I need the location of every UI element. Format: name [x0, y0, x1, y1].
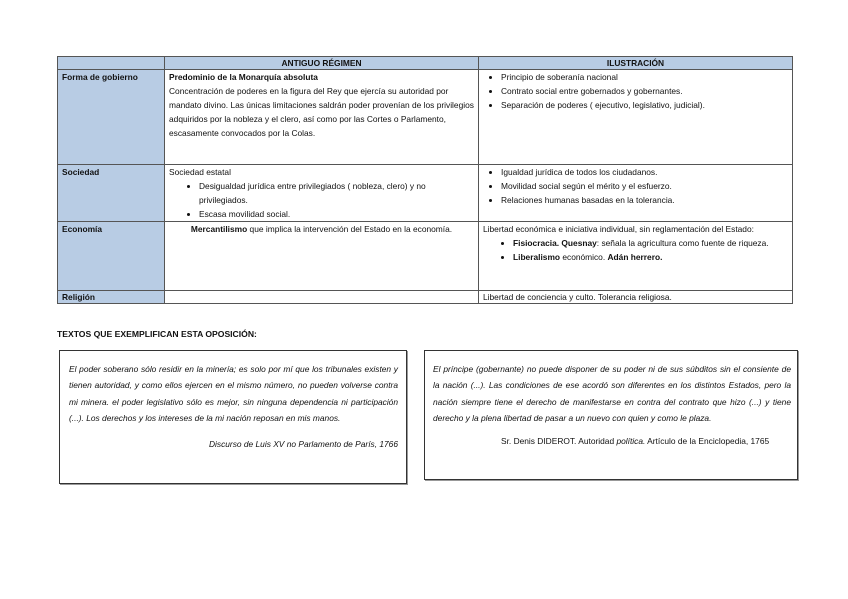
adan-herrero-bold: Adán herrero. [607, 252, 663, 262]
list-item: • Igualdad jurídica de todos los ciudadanos. [501, 165, 788, 179]
table-row [58, 165, 793, 222]
cell-gobierno-antiguo [165, 70, 479, 165]
cell-religion-ilustracion: Libertad de conciencia y culto. Tolerancia religiosa. [479, 291, 793, 304]
quote-right-text: El príncipe (gobernante) no puede disponer de su poder ni de sus súbditos sin el consiente de la nación (...). Las condiciones de ese acordó son diferentes en los distintos Estados, pero la nación siempre tiene el derecho de manifestarse en contra del contrato que hizo (...) y tiene derecho y la plena libertad de pasar a un nuevo con quien y como le plaza. [433, 364, 791, 423]
list-item: • Desigualdad jurídica entre privilegiados ( nobleza, clero) y no privilegiados. [199, 179, 474, 207]
table-row [58, 291, 793, 304]
cell-religion-antiguo [165, 291, 479, 304]
list-item [513, 236, 788, 250]
liberalismo-bold: Liberalismo [513, 252, 561, 262]
table-row [58, 70, 793, 165]
cell-economia-ilustracion [479, 222, 793, 291]
quote-box-right [424, 350, 798, 480]
quote-box-left [59, 350, 407, 484]
row-label-economia: Economía [58, 222, 165, 291]
source-author: Sr. Denis DIDEROT. Autoridad [501, 436, 617, 447]
quote-right-source [501, 434, 791, 449]
row-label-gobierno: Forma de gobierno [58, 70, 165, 165]
cell-sociedad-ilustracion [479, 165, 793, 222]
economia-antiguo-text: que implica la intervención del Estado en la economía. [247, 224, 453, 234]
sociedad-antiguo-list [169, 179, 474, 221]
list-item [513, 250, 788, 264]
list-item: • Relaciones humanas basadas en la tolerancia. [501, 193, 788, 207]
list-item: • Separación de poderes ( ejecutivo, legislativo, judicial). [501, 98, 788, 112]
header-antiguo-regimen: ANTIGUO RÉGIMEN [165, 57, 479, 70]
quote-left-source: Discurso de Luis XV no Parlamento de París, 1766 [208, 439, 398, 450]
section-title: TEXTOS QUE EXEMPLIFICAN ESTA OPOSICIÓN: [57, 329, 257, 339]
header-ilustracion: ILUSTRACIÓN [479, 57, 793, 70]
row-label-sociedad: Sociedad [58, 165, 165, 222]
gobierno-antiguo-text: Concentración de poderes en la figura del Rey que ejercía su autoridad por mandato divino. Las únicas limitaciones saldrán poder provenían de los privilegios adquiridos por la nobleza y el clero, así como por las Cortes o Parlamento, escasamente convocados por la Colas. [169, 86, 474, 138]
economia-antiguo-bold: Mercantilismo [190, 224, 248, 234]
fisiocracia-bold: Fisiocracia. Quesnay [513, 238, 597, 248]
source-title-italic: política. [616, 436, 646, 447]
liberalismo-text: económico. [560, 252, 608, 262]
list-item: • Movilidad social según el mérito y el esfuerzo. [501, 179, 788, 193]
quote-left-text: El poder soberano sólo residir en la minería; es solo por mí que los tribunales existen y tienen autoridad, y como ellos ejercen en el mismo número, no pueden volverse contra mi minera. el poder legislativo sólo es mejor, sin ninguna dependencia ni participación (...). Los derechos y los intereses de la mi nación reposan en mis manos. [69, 364, 398, 423]
gobierno-antiguo-title: Predominio de la Monarquía absoluta [169, 72, 318, 82]
source-article: Artículo de la Enciclopedia, 1765 [645, 436, 770, 447]
table-header-row [58, 57, 793, 70]
row-label-religion: Religión [58, 291, 165, 304]
fisiocracia-text: : señala la agricultura como fuente de riqueza. [596, 238, 769, 248]
sociedad-ilustracion-list [483, 165, 788, 207]
economia-ilustracion-text: Libertad económica e iniciativa individual, sin reglamentación del Estado: [483, 224, 754, 234]
cell-gobierno-ilustracion [479, 70, 793, 165]
economia-ilustracion-list [483, 236, 788, 264]
gobierno-ilustracion-list [483, 70, 788, 112]
header-empty-cell [58, 57, 165, 70]
list-item: • Principio de soberanía nacional [501, 70, 788, 84]
comparison-table [57, 56, 793, 304]
list-item: • Escasa movilidad social. [199, 207, 474, 221]
cell-economia-antiguo [165, 222, 479, 291]
cell-sociedad-antiguo [165, 165, 479, 222]
sociedad-antiguo-title: Sociedad estatal [169, 167, 231, 177]
list-item: • Contrato social entre gobernados y gobernantes. [501, 84, 788, 98]
table-row [58, 222, 793, 291]
